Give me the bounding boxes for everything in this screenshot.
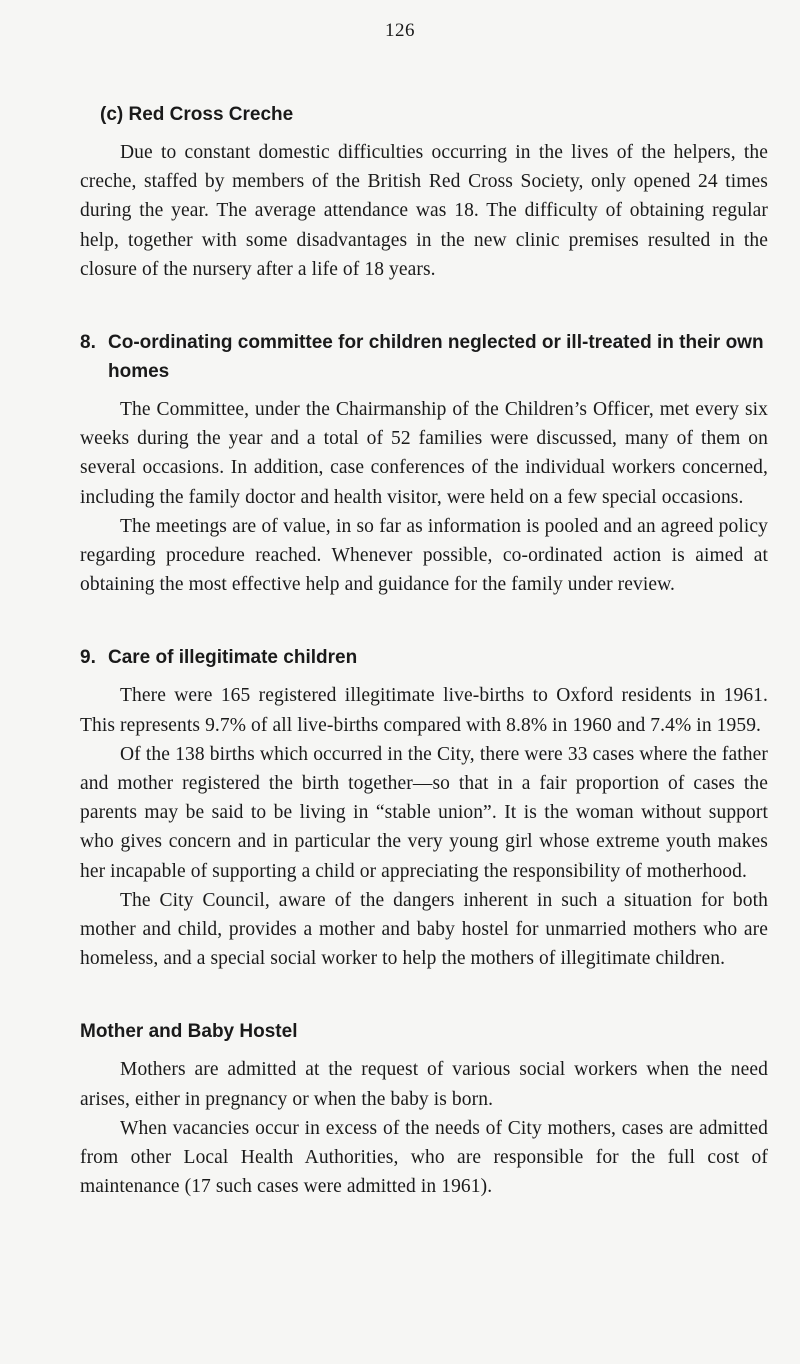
paragraph: There were 165 registered illegitimate live-births to Oxford residents in 1961. This represents 9.7% of all live-births compared with 8.8% in 1960 and 7.4% in 1959.	[80, 685, 768, 736]
page-number: 126	[385, 20, 415, 41]
section-number: 8.	[80, 332, 96, 354]
section-coordinating-committee	[80, 328, 768, 599]
paragraph: Of the 138 births which occurred in the City, there were 33 cases where the father and mother registered the birth together—so that in a fair proportion of cases the parents may be said to be living in “stable union”. It is the woman without support who gives concern and in particular the very young girl whose extreme youth makes her incapable of supporting a child or appreciating the responsibility of motherhood.	[80, 743, 768, 882]
paragraph: Due to constant domestic difficulties occurring in the lives of the helpers, the creche, staffed by members of the British Red Cross Society, only opened 24 times during the year. The average attendance was 18. The difficulty of obtaining regular help, together with some disadvantages in the new clinic premises resulted in the closure of the nursery after a life of 18 years.	[80, 142, 768, 280]
section-care-of-illegitimate-children	[80, 643, 768, 973]
section-number: 9.	[80, 647, 96, 669]
section-heading	[80, 328, 768, 386]
page-content	[80, 100, 768, 1201]
section-heading	[80, 643, 768, 672]
paragraph: When vacancies occur in excess of the needs of City mothers, cases are admitted from other Local Health Authorities, who are responsible for the full cost of maintenance (17 such cases were admitted in 1961).	[80, 1117, 768, 1198]
paragraph: The meetings are of value, in so far as information is pooled and an agreed policy regarding procedure reached. Whenever possible, co-ordinated action is aimed at obtaining the most effective help and guidance for the family under review.	[80, 515, 768, 596]
section-heading: (c) Red Cross Creche	[100, 104, 294, 125]
paragraph: The City Council, aware of the dangers inherent in such a situation for both mother and child, provides a mother and baby hostel for unmarried mothers who are homeless, and a special social worker to help the mothers of illegitimate children.	[80, 889, 768, 970]
paragraph: Mothers are admitted at the request of various social workers when the need arises, either in pregnancy or when the baby is born.	[80, 1059, 768, 1110]
section-mother-and-baby-hostel	[80, 1017, 768, 1201]
section-title: Care of illegitimate children	[108, 647, 358, 669]
section-red-cross-creche	[80, 100, 768, 284]
section-title: Co-ordinating committee for children neglected or ill-treated in their own homes	[108, 332, 764, 383]
paragraph: The Committee, under the Chairmanship of the Children’s Officer, met every six weeks during the year and a total of 52 families were discussed, many of them on several occasions. In addition, case conferences of the individual workers concerned, including the family doctor and health visitor, were held on a few special occasions.	[80, 399, 768, 508]
section-heading: Mother and Baby Hostel	[80, 1021, 298, 1043]
